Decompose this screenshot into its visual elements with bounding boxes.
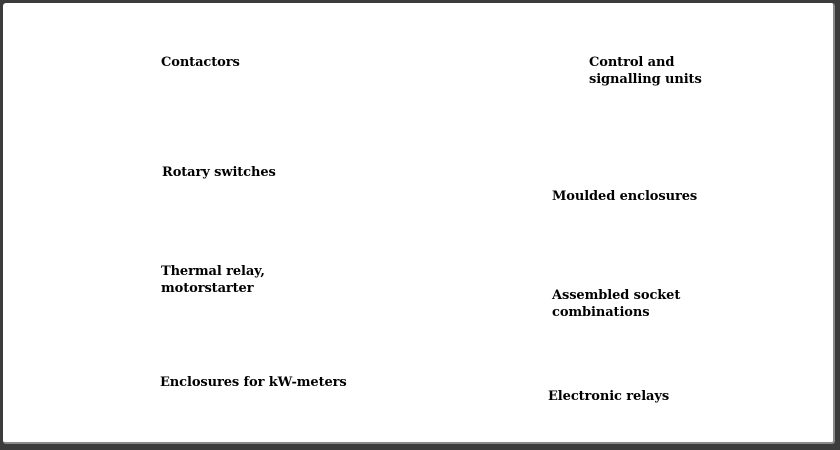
socket-label-line1: Assembled socket [552, 288, 681, 303]
enclosures-kw-label: Enclosures for kW-meters [160, 375, 347, 390]
link-contactors[interactable] [161, 54, 240, 71]
socket-label-line2: combinations [552, 305, 650, 320]
control-label-line1: Control and [589, 55, 675, 70]
contactors-label: Contactors [161, 55, 240, 70]
link-enclosures-kw-meters[interactable] [160, 374, 347, 391]
link-assembled-socket-combinations[interactable] [552, 287, 680, 321]
link-moulded-enclosures[interactable] [552, 188, 697, 205]
control-label-line2: signalling units [589, 72, 702, 87]
electronic-relays-label: Electronic relays [548, 389, 670, 404]
link-control-signalling-units[interactable] [589, 54, 702, 88]
product-category-panel [3, 3, 835, 444]
thermal-label-line1: Thermal relay, [161, 264, 265, 279]
link-electronic-relays[interactable] [548, 388, 669, 405]
rotary-switches-label: Rotary switches [162, 165, 276, 180]
link-thermal-relay-motorstarter[interactable] [161, 263, 265, 297]
moulded-enclosures-label: Moulded enclosures [552, 189, 698, 204]
thermal-label-line2: motorstarter [161, 281, 254, 296]
link-rotary-switches[interactable] [162, 164, 276, 181]
